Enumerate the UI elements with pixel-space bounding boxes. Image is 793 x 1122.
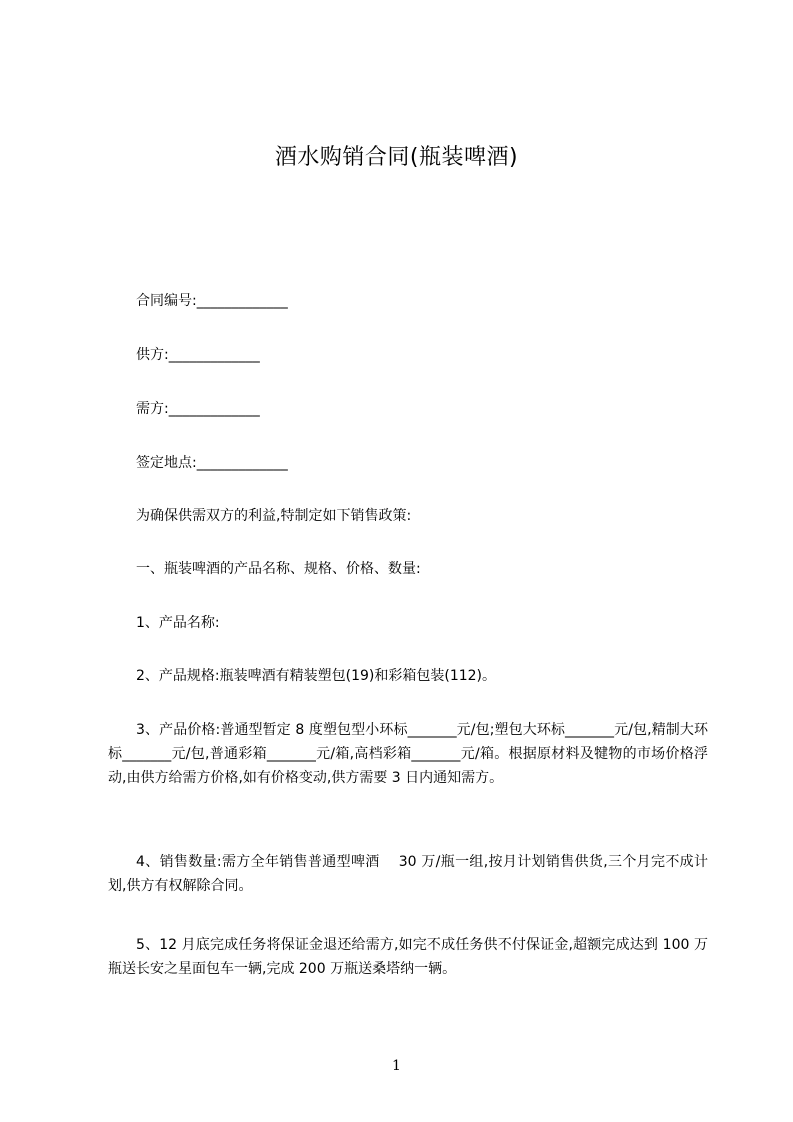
item-deposit-terms	[108, 933, 708, 981]
contract-number-field: 合同编号:_____________	[136, 293, 288, 309]
document-title: 酒水购销合同(瓶装啤酒)	[274, 145, 519, 170]
intro-paragraph: 为确保供需双方的利益,特制定如下销售政策:	[136, 508, 412, 524]
item-product-spec: 2、产品规格:瓶装啤酒有精装塑包(19)和彩箱包装(112)。	[136, 668, 497, 684]
buyer-field: 需方:_____________	[136, 401, 260, 417]
item-product-price-text: 3、产品价格:普通型暂定 8 度塑包型小环标_______元/包;塑包大环标_______元/包,精制大环标_______元/包,普通彩箱_______元/箱,高档彩箱_______元/箱。根据原材料及犍物的市场价格浮动,由供方给需方价格,如有价格变动,供方需要 3 日内通知需方。	[108, 722, 708, 786]
section-heading: 一、瓶装啤酒的产品名称、规格、价格、数量:	[136, 561, 421, 577]
item-product-name: 1、产品名称:	[136, 615, 220, 631]
item-sales-quantity-text: 4、销售数量:需方全年销售普通型啤酒 30 万/瓶一组,按月计划销售供货,三个月完不成计划,供方有权解除合同。	[108, 854, 708, 894]
item-deposit-terms-text: 5、12 月底完成任务将保证金退还给需方,如完不成任务供不付保证金,超额完成达到 100 万瓶送长安之星面包车一辆,完成 200 万瓶送桑塔纳一辆。	[108, 937, 708, 977]
item-sales-quantity	[108, 850, 708, 898]
signing-place-field: 签定地点:_____________	[136, 455, 288, 471]
supplier-field: 供方:_____________	[136, 347, 260, 363]
item-product-price	[108, 718, 708, 790]
page-number: 1	[392, 1058, 401, 1074]
